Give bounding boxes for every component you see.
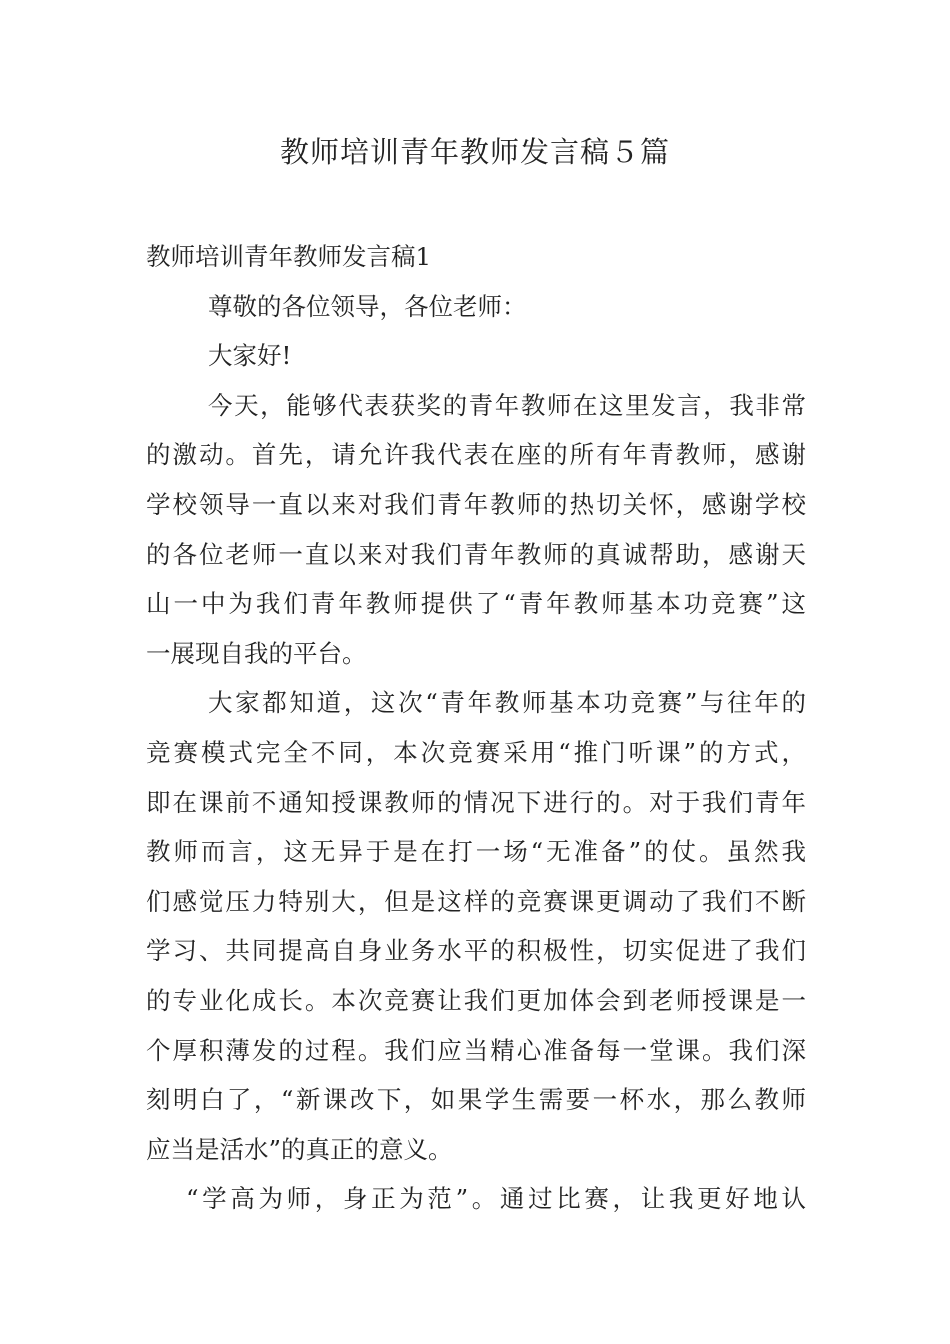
salutation: 尊敬的各位领导，各位老师： — [208, 291, 527, 321]
paragraph-line: 即在课前不通知授课教师的情况下进行的。对于我们青年 — [146, 787, 806, 817]
paragraph-line: 一展现自我的平台。 — [146, 638, 367, 668]
paragraph-line: 山一中为我们青年教师提供了“青年教师基本功竞赛”这 — [146, 589, 806, 619]
paragraph-line: 教师而言，这无异于是在打一场“无准备”的仗。虽然我 — [146, 837, 806, 867]
paragraph-line: 的激动。首先，请允许我代表在座的所有年青教师，感谢 — [146, 440, 806, 470]
paragraph-line: 的专业化成长。本次竞赛让我们更加体会到老师授课是一 — [146, 985, 806, 1015]
section-subtitle: 教师培训青年教师发言稿1 — [146, 242, 432, 271]
paragraph-line: 大家都知道，这次“青年教师基本功竞赛”与往年的 — [208, 688, 806, 718]
paragraph-line: 刻明白了，“新课改下，如果学生需要一杯水，那么教师 — [146, 1085, 806, 1115]
greeting: 大家好! — [208, 341, 292, 371]
paragraph-line: 的各位老师一直以来对我们青年教师的真诚帮助，感谢天 — [146, 539, 806, 569]
paragraph-line: “学高为师，身正为范”。通过比赛，让我更好地认 — [186, 1184, 806, 1214]
document-title: 教师培训青年教师发言稿５篇 — [279, 135, 670, 169]
paragraph-line: 应当是活水”的真正的意义。 — [146, 1134, 453, 1164]
paragraph-line: 竞赛模式完全不同，本次竞赛采用“推门听课”的方式， — [146, 737, 806, 767]
paragraph-line: 今天，能够代表获奖的青年教师在这里发言，我非常 — [208, 390, 806, 420]
paragraph-line: 们感觉压力特别大，但是这样的竞赛课更调动了我们不断 — [146, 886, 806, 916]
document-body — [146, 232, 806, 1224]
paragraph-line: 个厚积薄发的过程。我们应当精心准备每一堂课。我们深 — [146, 1035, 806, 1065]
paragraph-line: 学习、共同提高自身业务水平的积极性，切实促进了我们 — [146, 936, 806, 966]
paragraph-line: 学校领导一直以来对我们青年教师的热切关怀，感谢学校 — [146, 489, 806, 519]
